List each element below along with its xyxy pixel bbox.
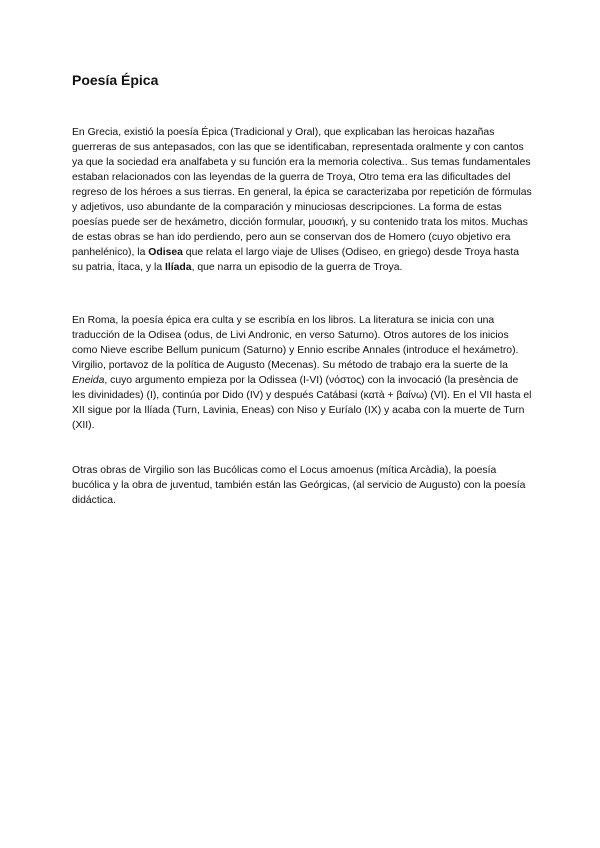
p1-text-a: En Grecia, existió la poesía Épica (Tradicional y Oral), que explicaban las heroicas hazañas guerreras de sus antepasados, con las que se identificaban, representada oralmente y con cantos ya que la sociedad era analfabeta y su función era la memoria colectiva.. Sus temas fundamentales estaban relacionados con las leyendas de la guerra de Troya, Otro tema era las dificultades del regreso de los héroes a sus tierras. En general, la épica se caracterizaba por repetición de fórmulas y adjetivos, uso abundante de la comparación y minuciosas descripciones. La forma de estas poesías puede ser de hexámetro, dicción formular, μουσική, y su contenido trata los mitos. Muchas de estas obras se han ido perdiendo, pero aun se conservan dos de Homero (cuyo objetivo era panhelénico), la <box>72 127 532 258</box>
paragraph-virgil-works <box>72 463 532 508</box>
p2-text-c: , cuyo argumento empieza por la Odissea (I-VI) (νόστος) con la invocació (la presència de les divinidades) (I), continúa por Dido (IV) y después Catábasi (κατà + βαίνω) (VI). En el VII hasta el XII sigue por la Ilíada (Turn, Lavinia, Eneas) con Niso y Euríalo (IX) y acaba con la muerte de Turn (XII). <box>72 375 532 431</box>
paragraph-roman-epic <box>72 313 532 433</box>
odisea-bold: Odisea <box>148 247 183 258</box>
p1-text-c: que relata el largo viaje de Ulises (Odiseo, en griego) desde Troya hasta su patria, Ítaca, y la <box>72 247 520 273</box>
page-title: Poesía Épica <box>72 72 159 88</box>
eneida-italic: Eneida <box>72 375 105 386</box>
paragraph-greek-epic <box>72 125 532 275</box>
p3-text-a: Otras obras de Virgilio son las Bucólicas como el Locus amoenus (mítica Arcàdia), la poesía bucólica y la obra de juventud, también están las Geórgicas, (al servicio de Augusto) con la poesía didáctica. <box>72 465 526 506</box>
p2-text-a: En Roma, la poesía épica era culta y se escribía en los libros. La literatura se inicia con una traducción de la Odisea (odus, de Livi Andronic, en verso Saturno). Otros autores de los inicios como Nieve escribe Bellum punicum (Saturno) y Ennio escribe Annales (introduce el hexámetro). Virgilio, portavoz de la política de Augusto (Mecenas). Su método de trabajo era la suerte de la <box>72 315 519 371</box>
p1-text-e: , que narra un episodio de la guerra de Troya. <box>191 262 403 273</box>
iliada-bold: Ilíada <box>164 262 192 273</box>
